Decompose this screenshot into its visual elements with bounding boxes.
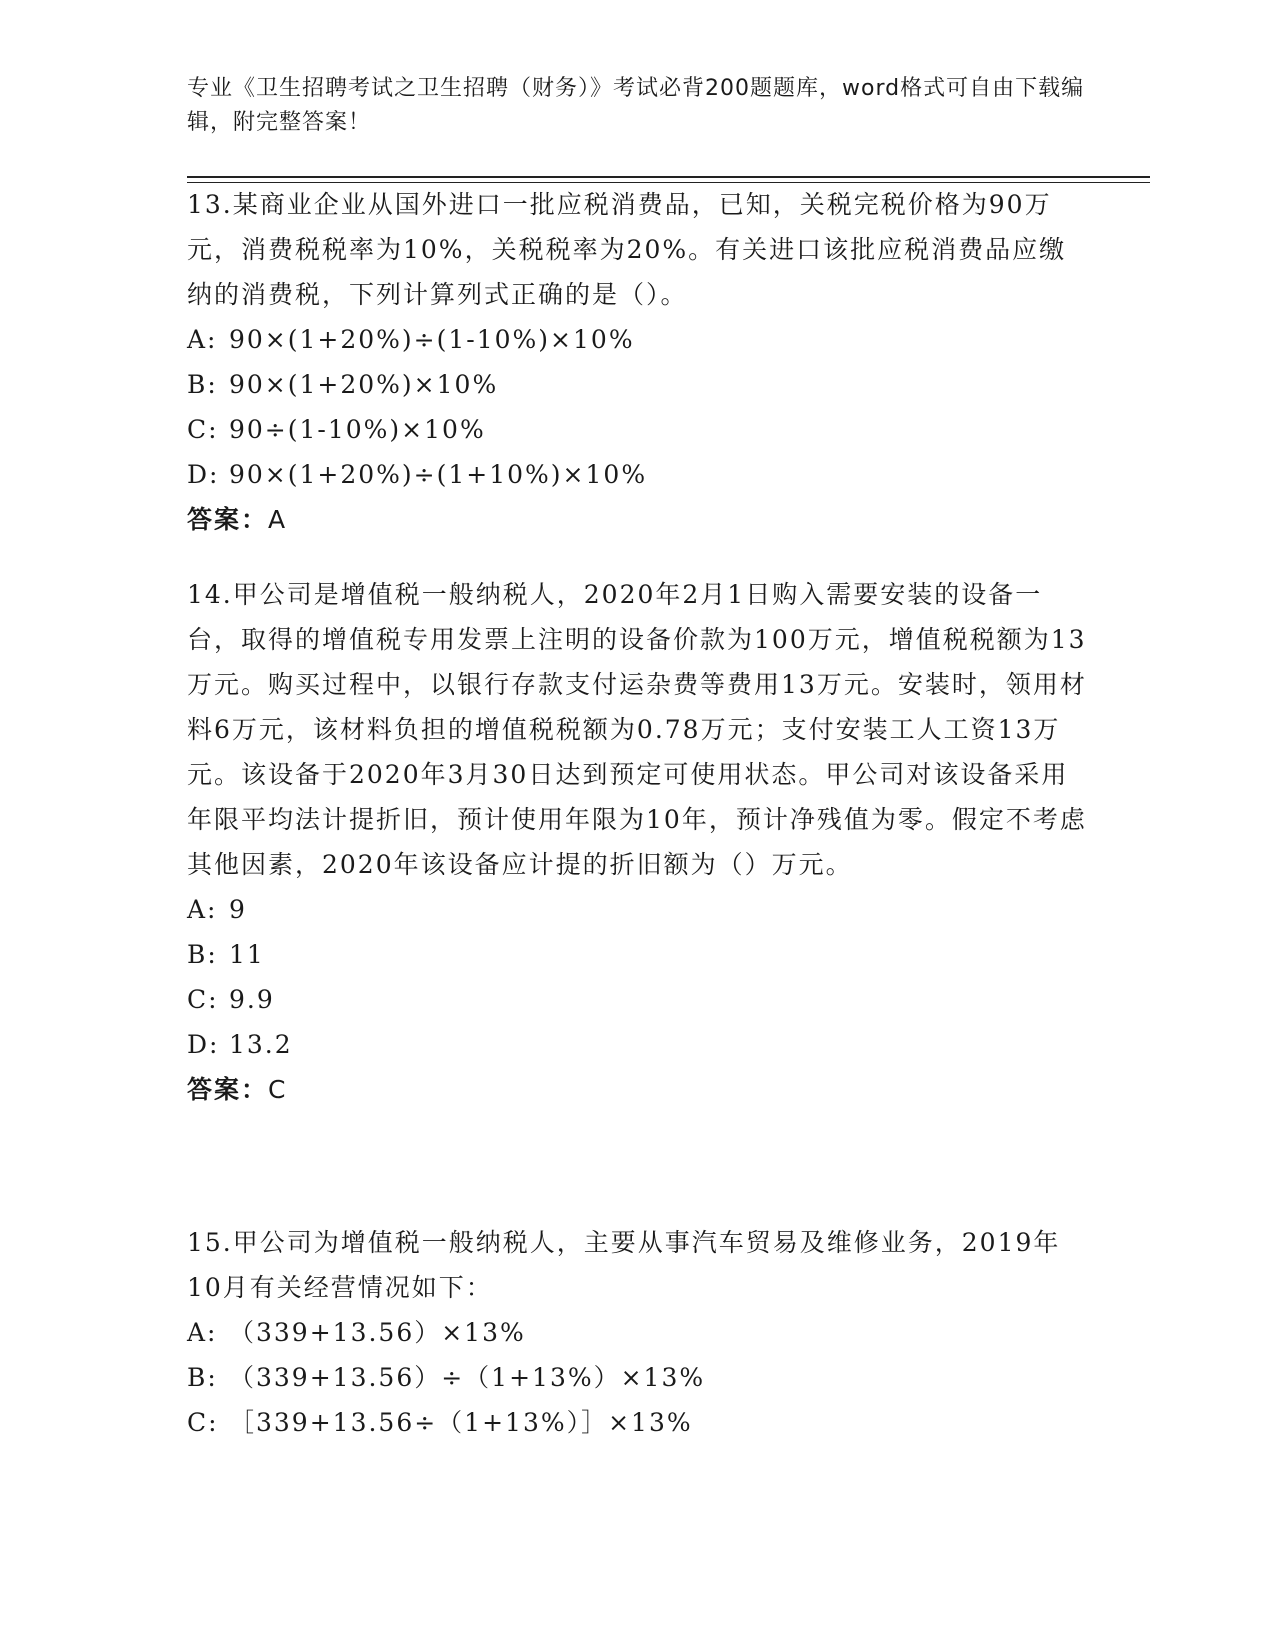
option-text: 90×(1+20%)÷(1+10%)×10% <box>229 460 648 489</box>
question-stem: 15.甲公司为增值税一般纳税人，主要从事汽车贸易及维修业务，2019年10月有关经营情况如下： <box>187 1228 1061 1302</box>
option-a <box>187 1310 1087 1355</box>
option-c <box>187 1400 1087 1445</box>
option-label: D: <box>187 460 220 489</box>
option-label: C: <box>187 985 219 1014</box>
option-label: A: <box>187 1318 218 1347</box>
option-label: B: <box>187 370 218 399</box>
option-a <box>187 317 1087 362</box>
option-b <box>187 1355 1087 1400</box>
option-text: 90×(1+20%)÷(1-10%)×10% <box>229 325 635 354</box>
answer-value: A <box>268 505 288 534</box>
option-label: D: <box>187 1030 220 1059</box>
option-c <box>187 977 1087 1022</box>
answer-label: 答案： <box>187 1075 269 1104</box>
option-text: 11 <box>229 940 265 969</box>
question-15 <box>187 1220 1087 1445</box>
option-label: B: <box>187 1363 218 1392</box>
option-text: 9.9 <box>229 985 275 1014</box>
answer-label: 答案： <box>187 505 269 534</box>
option-a <box>187 887 1087 932</box>
option-c <box>187 407 1087 452</box>
option-label: A: <box>187 325 218 354</box>
option-label: C: <box>187 415 219 444</box>
document-header-title: 专业《卫生招聘考试之卫生招聘（财务）》考试必背200题题库，word格式可自由下载编辑，附完整答案！ <box>187 76 1085 135</box>
question-13 <box>187 182 1087 542</box>
option-text: （339+13.56）÷（1+13%）×13% <box>229 1363 706 1392</box>
option-text: 13.2 <box>229 1030 293 1059</box>
option-label: A: <box>187 895 218 924</box>
answer-line <box>187 497 1087 542</box>
option-b <box>187 362 1087 407</box>
question-14 <box>187 572 1087 1112</box>
option-text: 90÷(1-10%)×10% <box>229 415 486 444</box>
option-label: C: <box>187 1408 219 1437</box>
option-text: 90×(1+20%)×10% <box>229 370 499 399</box>
option-text: 9 <box>229 895 247 924</box>
answer-line <box>187 1067 1087 1112</box>
question-stem: 14.甲公司是增值税一般纳税人，2020年2月1日购入需要安装的设备一台，取得的增值税专用发票上注明的设备价款为100万元，增值税税额为13万元。购买过程中，以银行存款支付运杂费等费用13万元。安装时，领用材料6万元，该材料负担的增值税税额为0.78万元；支付安装工人工资13万元。该设备于2020年3月30日达到预定可使用状态。甲公司对该设备采用年限平均法计提折旧，预计使用年限为10年，预计净残值为零。假定不考虑其他因素，2020年该设备应计提的折旧额为（）万元。 <box>187 580 1087 879</box>
option-d <box>187 1022 1087 1067</box>
option-label: B: <box>187 940 218 969</box>
option-d <box>187 452 1087 497</box>
question-stem: 13.某商业企业从国外进口一批应税消费品，已知，关税完税价格为90万元，消费税税率为10%，关税税率为20%。有关进口该批应税消费品应缴纳的消费税，下列计算列式正确的是（）。 <box>187 190 1067 309</box>
option-text: （339+13.56）×13% <box>229 1318 526 1347</box>
header-divider <box>187 176 1150 178</box>
option-text: ［339+13.56÷（1+13%）］×13% <box>229 1408 693 1437</box>
answer-value: C <box>268 1075 288 1104</box>
option-b <box>187 932 1087 977</box>
